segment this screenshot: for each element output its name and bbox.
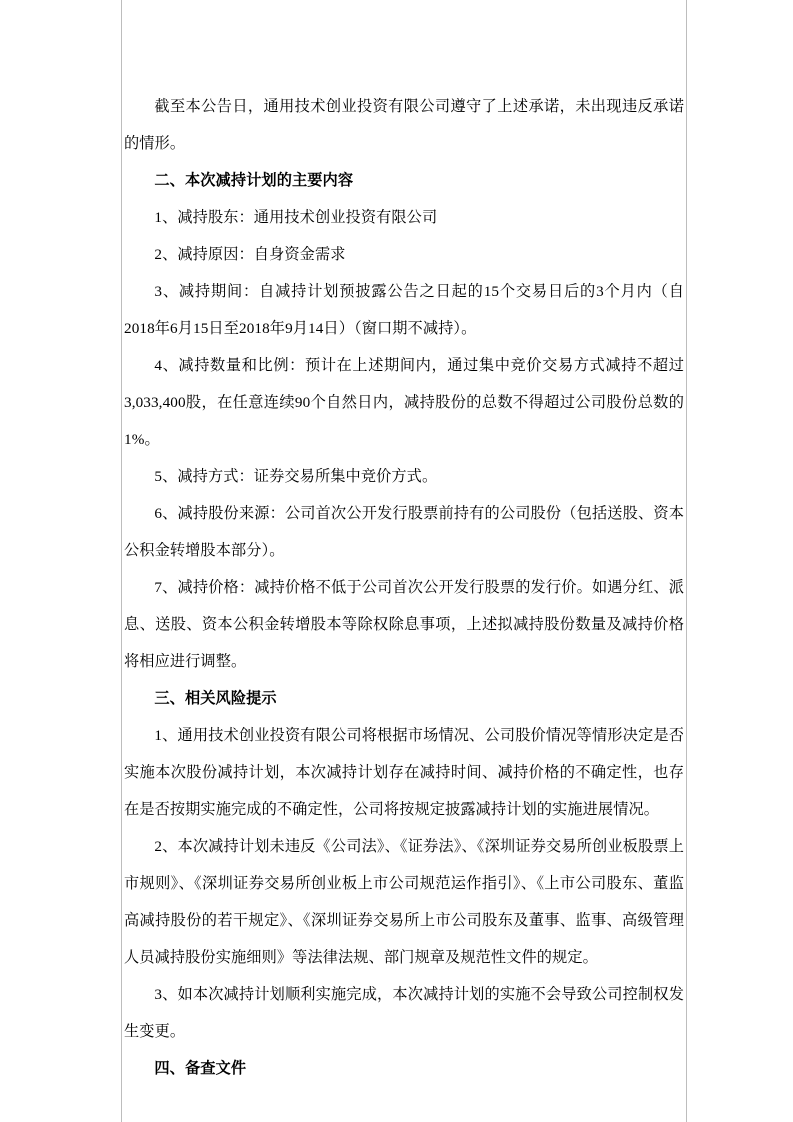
paragraph-risk-3: 3、如本次减持计划顺利实施完成，本次减持计划的实施不会导致公司控制权发生变更。 [124, 986, 684, 1040]
paragraph-undertaking-compliance: 截至本公告日，通用技术创业投资有限公司遵守了上述承诺，未出现违反承诺的情形。 [124, 98, 684, 152]
heading-section-two: 二、本次减持计划的主要内容 [154, 172, 354, 189]
paragraph-item-7-price: 7、减持价格：减持价格不低于公司首次公开发行股票的发行价。如遇分红、派息、送股、资本公积金转增股本等除权除息事项，上述拟减持股份数量及减持价格将相应进行调整。 [124, 579, 684, 670]
paragraph-item-2-reason: 2、减持原因：自身资金需求 [154, 246, 346, 263]
heading-section-four: 四、备查文件 [154, 1060, 247, 1077]
paragraph-item-5-method: 5、减持方式：证券交易所集中竞价方式。 [154, 468, 438, 485]
paragraph-item-4-quantity: 4、减持数量和比例：预计在上述期间内，通过集中竞价交易方式减持不超过3,033,400股，在任意连续90个自然日内，减持股份的总数不得超过公司股份总数的1%。 [124, 357, 684, 448]
page-content [122, 88, 686, 1087]
heading-section-three: 三、相关风险提示 [154, 690, 277, 707]
paragraph-risk-1: 1、通用技术创业投资有限公司将根据市场情况、公司股价情况等情形决定是否实施本次股份减持计划，本次减持计划存在减持时间、减持价格的不确定性，也存在是否按期实施完成的不确定性，公司将按规定披露减持计划的实施进展情况。 [124, 727, 684, 818]
paragraph-item-1-shareholder: 1、减持股东：通用技术创业投资有限公司 [154, 209, 438, 226]
paragraph-risk-2: 2、本次减持计划未违反《公司法》、《证券法》、《深圳证券交易所创业板股票上市规则》、《深圳证券交易所创业板上市公司规范运作指引》、《上市公司股东、董监高减持股份的若干规定》、《深圳证券交易所上市公司股东及董事、监事、高级管理人员减持股份实施细则》等法律法规、部门规章及规范性文件的规定。 [124, 838, 684, 966]
paragraph-item-3-period: 3、减持期间：自减持计划预披露公告之日起的15个交易日后的3个月内（自2018年6月15日至2018年9月14日）（窗口期不减持）。 [124, 283, 684, 337]
paragraph-item-6-source: 6、减持股份来源：公司首次公开发行股票前持有的公司股份（包括送股、资本公积金转增股本部分）。 [124, 505, 684, 559]
page-border-right [686, 0, 687, 1122]
